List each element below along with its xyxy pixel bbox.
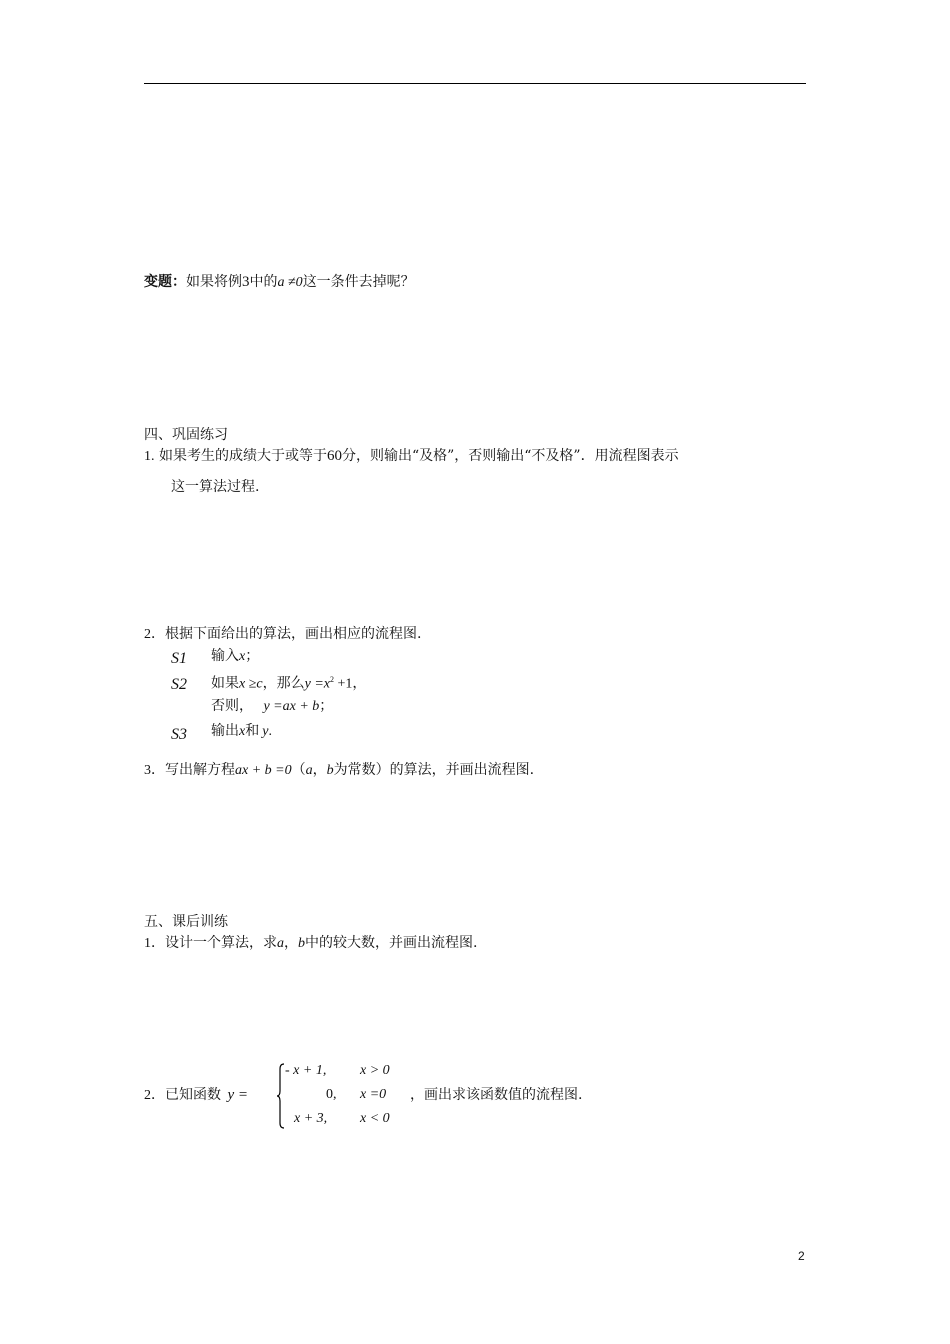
section5-q1-text-2: ， — [284, 935, 298, 951]
variant-text-2: 中的 — [249, 274, 278, 290]
section4-q1-line1 — [144, 449, 679, 464]
section5-q1-text-3: 中的较大数，并画出流程图. — [305, 935, 478, 951]
step-s3-text-3: . — [268, 724, 272, 739]
step-s3-text — [211, 724, 272, 739]
step-s3-text-2: 和 — [245, 723, 260, 739]
step-s2-label: S2 — [171, 676, 187, 693]
section4-q1-text-2: 分，则输出“及格”，否则输出“不及格”．用流程图表示 — [341, 448, 679, 464]
case1-expression: - x + 1, — [285, 1063, 327, 1078]
section4-q3-var-b: b — [326, 763, 334, 778]
header-rule — [144, 83, 806, 84]
section4-q3-text-3: ， — [312, 762, 327, 778]
piecewise-brace — [276, 1063, 285, 1129]
section4-q3-var-a: a — [305, 763, 313, 778]
step-s2-text-1: 如果 — [211, 675, 239, 692]
section5-q1-line — [144, 936, 477, 951]
step-else-expression: y =ax + b — [263, 699, 320, 714]
section4-q3-line — [144, 763, 534, 778]
variant-text-1: 如果将例 — [186, 274, 242, 290]
function-lhs: y = — [227, 1087, 248, 1103]
section5-q1-number: 1． — [144, 936, 165, 951]
step-s3-var-y: y — [262, 724, 269, 739]
section4-heading: 四、巩固练习 — [144, 427, 228, 443]
section5-q1-text-1: 设计一个算法，求 — [165, 935, 277, 951]
section4-q3-number: 3． — [144, 763, 165, 778]
step-s3-text-1: 输出 — [211, 723, 239, 739]
section5-q1-var-b: b — [298, 936, 305, 951]
section4-q3-text-1: 写出解方程 — [165, 762, 235, 778]
step-s2-expression-2: +1 — [334, 676, 353, 692]
step-s3-label: S3 — [171, 726, 187, 743]
section5-q2-text-2: ，画出求该函数值的流程图. — [410, 1087, 583, 1103]
step-else-text-1: 否则， — [211, 698, 253, 714]
section5-heading: 五、课后训练 — [144, 914, 228, 930]
step-s1-text-2: ； — [245, 648, 260, 664]
section4-q1-line2: 这一算法过程. — [171, 479, 260, 495]
section4-q1-number: 1. — [144, 449, 155, 464]
step-else-text-2: ； — [319, 698, 334, 714]
case1-condition: x > 0 — [360, 1063, 390, 1078]
step-s1-var: x — [239, 649, 246, 664]
step-s1-text — [211, 649, 259, 664]
section4-q1-score: 60 — [326, 448, 342, 464]
page-number: 2 — [798, 1249, 805, 1263]
case2-expression: 0, — [326, 1087, 337, 1102]
variant-text-3: 这一条件去掉呢？ — [302, 274, 415, 290]
step-s1-label: S1 — [171, 650, 187, 667]
section4-q1-text-1: 如果考生的成绩大于或等于 — [158, 448, 327, 464]
step-s2-exponent: 2 — [330, 675, 334, 684]
step-s2-text — [211, 676, 366, 692]
section4-q2-text: 根据下面给出的算法，画出相应的流程图. — [165, 626, 422, 642]
variant-example-number: 3 — [242, 274, 250, 290]
section5-q2-text-1: 已知函数 — [165, 1087, 221, 1103]
step-s3-var-x: x — [239, 724, 246, 739]
step-s2-expression: y =x — [304, 676, 330, 692]
section4-q3-text-4: 为常数）的算法，并画出流程图. — [333, 762, 535, 778]
section4-q3-equation: ax + b =0 — [235, 763, 292, 778]
section4-q2-number: 2． — [144, 627, 165, 642]
section4-q3-text-2: （ — [291, 762, 306, 778]
variant-question — [144, 275, 415, 290]
case3-expression: x + 3, — [294, 1111, 328, 1126]
case2-condition: x =0 — [360, 1087, 387, 1102]
section5-q2-number: 2． — [144, 1088, 165, 1103]
step-s1-text-1: 输入 — [211, 648, 239, 664]
section4-q2-line — [144, 627, 421, 642]
step-else-text — [211, 699, 333, 714]
case3-condition: x < 0 — [360, 1111, 390, 1126]
step-s2-condition: x ≥c — [239, 676, 263, 692]
section5-q1-var-a: a — [277, 936, 284, 951]
section5-q2-line — [144, 1088, 248, 1103]
step-s2-text-3: ， — [352, 675, 367, 692]
variant-label: 变题： — [144, 274, 186, 290]
variant-condition: a ≠0 — [277, 275, 303, 290]
step-s2-text-2: ，那么 — [262, 675, 305, 692]
